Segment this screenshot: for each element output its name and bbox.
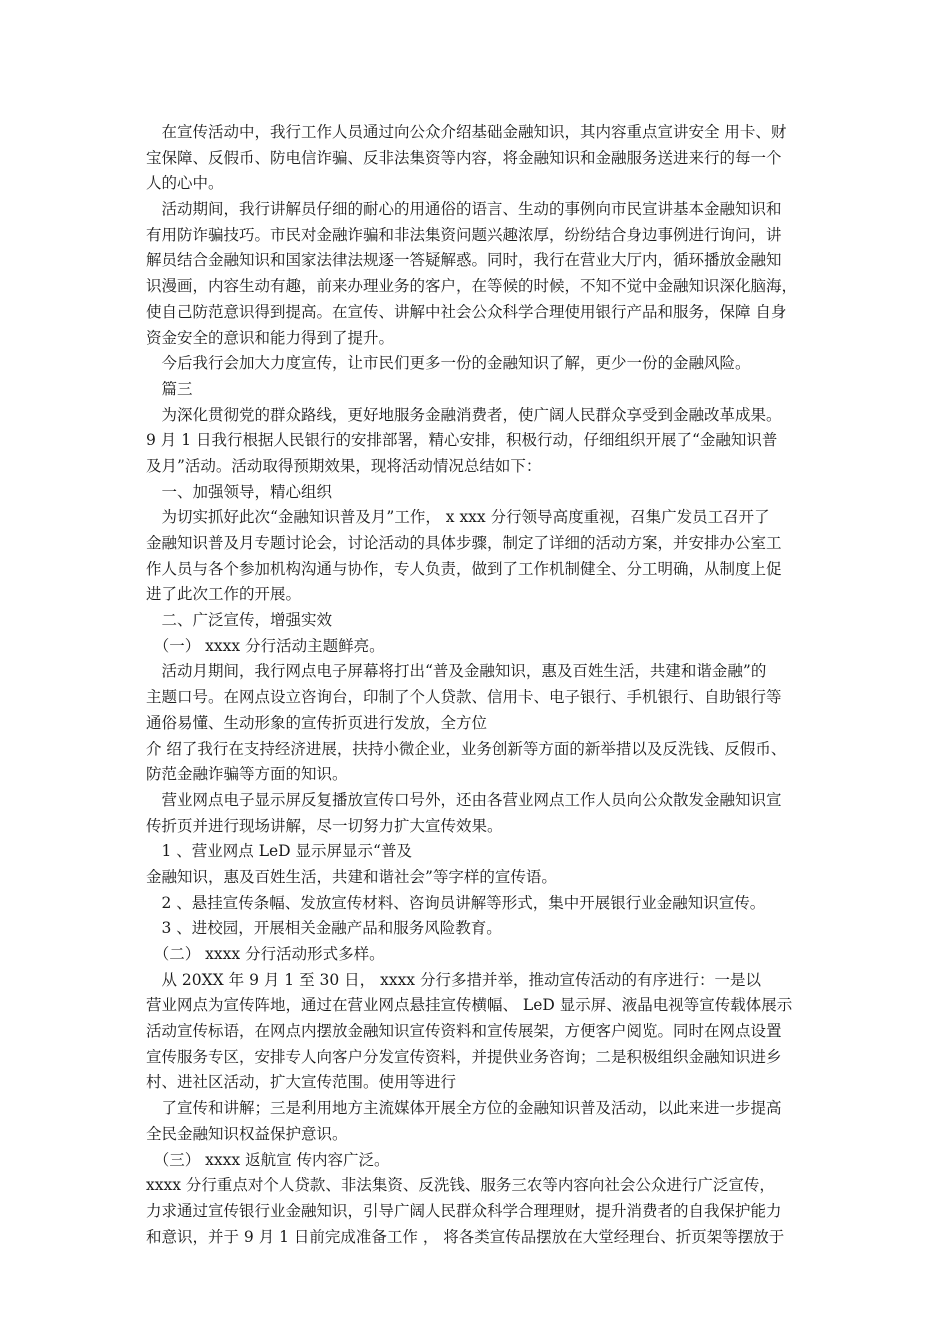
- text-line: （三） xxxx 返航宣 传内容广泛。: [146, 1150, 390, 1169]
- text-line: （二） xxxx 分行活动形式多样。: [146, 945, 385, 963]
- text-line: 一、加强领导，精心组织: [146, 482, 333, 501]
- text-line: 9 月 1 日我行根据人民银行的安排部署，精心安排，积极行动，仔细组织开展了“金融知识普: [146, 431, 778, 450]
- text-line: 使自己防范意识得到提高。在宣传、讲解中社会公众科学合理使用银行产品和服务，保障 自身: [146, 302, 787, 321]
- text-line: 通俗易懂、生动形象的宣传折页进行发放，全方位: [146, 713, 488, 732]
- text-line: 解员结合金融知识和国家法律法规逐一答疑解惑。同时，我行在营业大厅内，循环播放金融知: [146, 251, 782, 270]
- text-line: 力求通过宣传银行业金融知识，引导广阔人民群众科学合理理财，提升消费者的自我保护能力: [146, 1201, 782, 1220]
- text-line: 传折页并进行现场讲解，尽一切努力扩大宣传效果。: [146, 816, 503, 835]
- document-body: [146, 120, 818, 1250]
- text-line: xxxx 分行重点对个人贷款、非法集资、反洗钱、服务三农等内容向社会公众进行广泛宣传，: [146, 1176, 775, 1195]
- text-line: 村、进社区活动，扩大宣传范围。使用等进行: [146, 1073, 457, 1092]
- text-line: 作人员与各个参加机构沟通与协作，专人负责，做到了工作机制健全、分工明确，从制度上促: [146, 559, 782, 578]
- text-line: （一） xxxx 分行活动主题鲜亮。: [146, 636, 385, 655]
- text-line: 进了此次工作的开展。: [146, 585, 302, 604]
- text-line: 营业网点为宣传阵地，通过在营业网点悬挂宣传横幅、 LeD 显示屏、液晶电视等宣传载体展示: [146, 996, 793, 1015]
- text-line: 在宣传活动中，我行工作人员通过向公众介绍基础金融知识，其内容重点宣讲安全 用卡、财: [146, 123, 787, 141]
- text-line: 介 绍了我行在支持经济进展，扶持小微企业，业务创新等方面的新举措以及反洗钱、反假币、: [146, 739, 787, 758]
- text-line: 金融知识，惠及百姓生活，共建和谐社会”等字样的宣传语。: [146, 867, 557, 886]
- text-line: 今后我行会加大力度宣传，让市民们更多一份的金融知识了解，更少一份的金融风险。: [146, 354, 751, 373]
- text-line: 二、广泛宣传，增强实效: [146, 611, 333, 630]
- text-line: 2 、悬挂宣传条幅、发放宣传材料、咨询员讲解等形式，集中开展银行业金融知识宣传。: [146, 893, 766, 912]
- text-line: 为深化贯彻党的群众路线，更好地服务金融消费者，使广阔人民群众享受到金融改革成果。: [146, 405, 782, 424]
- text-line: 1 、营业网点 LeD 显示屏显示“普及: [146, 842, 412, 861]
- text-line: 和意识，并于 9 月 1 日前完成准备工作 ， 将各类宣传品摆放在大堂经理台、折页架等摆放于: [146, 1227, 785, 1246]
- text-line: 活动月期间，我行网点电子屏幕将打出“普及金融知识，惠及百姓生活，共建和谐金融”的: [146, 662, 767, 681]
- text-line: 营业网点电子显示屏反复播放宣传口号外，还由各营业网点工作人员向公众散发金融知识宣: [146, 790, 782, 809]
- text-line: 有用防诈骗技巧。市民对金融诈骗和非法集资问题兴趣浓厚，纷纷结合身边事例进行询问，讲: [146, 225, 782, 244]
- text-line: 金融知识普及月专题讨论会，讨论活动的具体步骤，制定了详细的活动方案，并安排办公室工: [146, 534, 782, 552]
- text-line: 从 20XX 年 9 月 1 至 30 日， xxxx 分行多措并举，推动宣传活动的有序进行：一是以: [146, 970, 761, 989]
- text-line: 宝保障、反假币、防电信诈骗、反非法集资等内容，将金融知识和金融服务送进来行的每一个: [146, 148, 782, 167]
- text-line: 资金安全的意识和能力得到了提升。: [146, 328, 395, 347]
- text-line: 篇三: [146, 379, 193, 398]
- text-line: 主题口号。在网点设立咨询台，印制了个人贷款、信用卡、电子银行、手机银行、自助银行等: [146, 688, 782, 707]
- text-line: 3 、进校园，开展相关金融产品和服务风险教育。: [146, 919, 502, 938]
- text-line: 识漫画，内容生动有趣，前来办理业务的客户，在等候的时候，不知不觉中金融知识深化脑海，: [146, 277, 798, 296]
- text-line: 全民金融知识权益保护意识。: [146, 1124, 348, 1143]
- text-line: 活动期间，我行讲解员仔细的耐心的用通俗的语言、生动的事例向市民宣讲基本金融知识和: [146, 200, 782, 219]
- text-line: 为切实抓好此次“金融知识普及月”工作， x xxx 分行领导高度重视，召集广发员工召开了: [146, 508, 770, 527]
- text-line: 防范金融诈骗等方面的知识。: [146, 765, 348, 784]
- text-line: 宣传服务专区，安排专人向客户分发宣传资料，并提供业务咨询；二是积极组织金融知识进乡: [146, 1047, 782, 1066]
- text-line: 了宣传和讲解；三是利用地方主流媒体开展全方位的金融知识普及活动，以此来进一步提高: [146, 1099, 782, 1118]
- text-line: 人的心中。: [146, 174, 224, 193]
- text-line: 及月”活动。活动取得预期效果，现将活动情况总结如下：: [146, 456, 542, 475]
- text-line: 活动宣传标语，在网点内摆放金融知识宣传资料和宣传展架，方便客户阅览。同时在网点设置: [146, 1022, 782, 1041]
